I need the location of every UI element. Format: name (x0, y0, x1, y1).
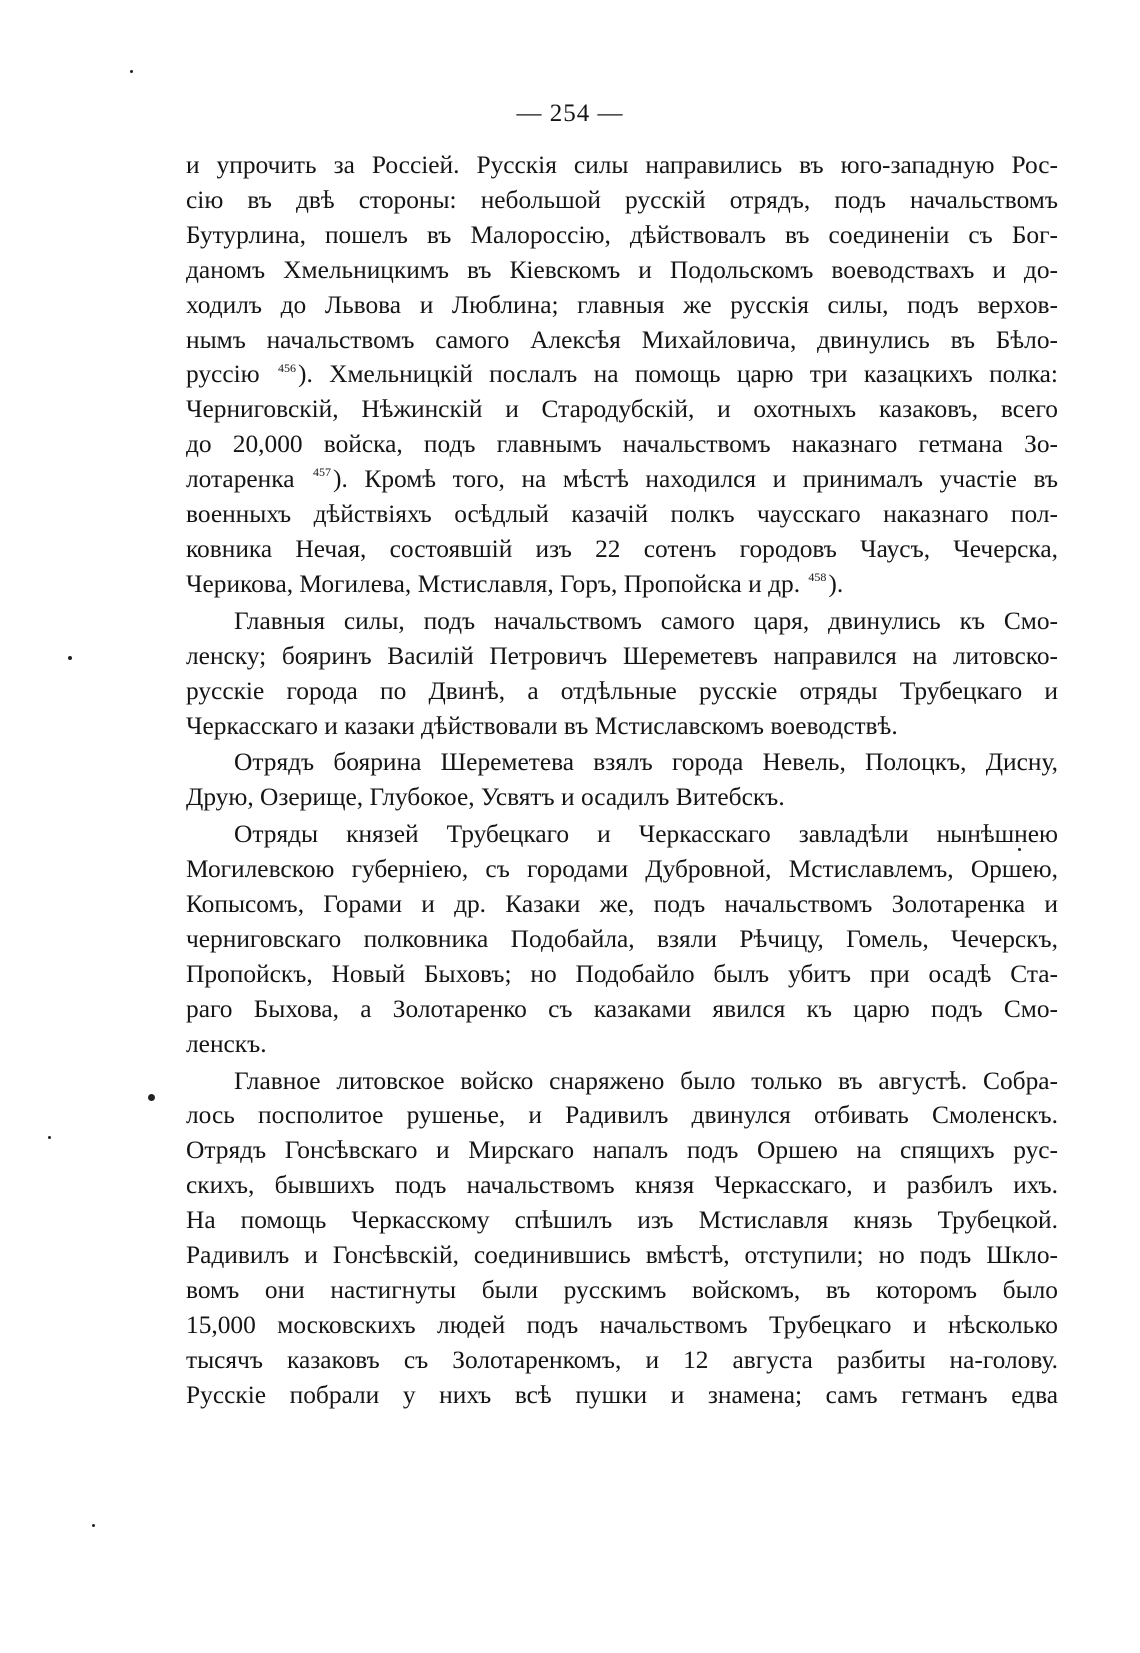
text-line: ленскъ. (186, 1029, 267, 1058)
paragraph (186, 1064, 1058, 1413)
footnote-ref: 456 (277, 360, 296, 375)
text-line: 15,000 московскихъ людей подъ начальствомъ Трубецкаго и нѣсколько (186, 1310, 1058, 1339)
text-line: раго Быхова, а Золотаренко съ казаками явился къ царю подъ Смо- (186, 994, 1058, 1023)
text-line: русскіе города по Двинѣ, а отдѣльные русскіе отряды Трубецкаго и (186, 676, 1058, 705)
text-line: тысячъ казаковъ съ Золотаренкомъ, и 12 августа разбиты на-голову. (186, 1345, 1058, 1374)
text-line: Копысомъ, Горами и др. Казаки же, подъ начальствомъ Золотаренка и (186, 890, 1058, 919)
text-line: военныхъ дѣйствіяхъ осѣдлый казачій полкъ чаусскаго наказнаго пол- (186, 500, 1058, 529)
text-line: лось посполитое рушенье, и Радивилъ двинулся отбивать Смоленскъ. (186, 1101, 1058, 1130)
text-line: ковника Нечая, состоявшій изъ 22 сотенъ городовъ Чаусъ, Чечерска, (186, 534, 1058, 563)
text-line: ленску; бояринъ Василій Петровичъ Шереметевъ направился на литовско- (186, 641, 1058, 670)
scan-speck (148, 1094, 155, 1101)
text-line: Радивилъ и Гонсѣвскій, соединившись вмѣстѣ, отступили; но подъ Шкло- (186, 1241, 1058, 1270)
paragraph (186, 604, 1058, 744)
text-line: скихъ, бывшихъ подъ начальствомъ князя Черкасскаго, и разбилъ ихъ. (186, 1171, 1058, 1200)
text-line: Бутурлина, пошелъ въ Малороссію, дѣйствовалъ въ соединеніи съ Бог- (186, 220, 1058, 249)
text-line: Могилевскою губерніею, съ городами Дубровной, Мстиславлемъ, Оршею, (186, 855, 1058, 884)
text-line (186, 567, 1058, 602)
text-line: нымъ начальствомъ самого Алексѣя Михайловича, двинулись въ Бѣло- (186, 325, 1058, 354)
text-line: черниговскаго полковника Подобайла, взяли Рѣчицу, Гомель, Чечерскъ, (186, 924, 1058, 953)
text-line: Черниговскій, Нѣжинскій и Стародубскій, и охотныхъ казаковъ, всего (186, 395, 1058, 424)
text-line (186, 357, 1058, 392)
text-line: и упрочить за Россіей. Русскія силы направились въ юго-западную Рос- (186, 151, 1058, 179)
text-line: Пропойскъ, Новый Быховъ; но Подобайло былъ убитъ при осадѣ Ста- (186, 959, 1058, 988)
text-line: Друю, Озерище, Глубокое, Усвятъ и осадилъ Витебскъ. (186, 783, 785, 812)
text-line: до 20,000 войска, подъ главнымъ начальствомъ наказнаго гетмана Зо- (186, 430, 1058, 459)
scan-speck (48, 1136, 51, 1139)
text-line: Отрядъ боярина Шереметева взялъ города Невель, Полоцкъ, Дисну, (234, 748, 1058, 777)
scan-speck (130, 70, 133, 73)
scan-speck (68, 656, 72, 660)
paragraph (186, 148, 1058, 602)
scan-speck (1018, 848, 1021, 851)
line-text: лотаренка (186, 465, 295, 494)
text-line: Черкасскаго и казаки дѣйствовали въ Мстиславскомъ воеводствѣ. (186, 711, 898, 740)
scan-speck (92, 1524, 95, 1527)
line-text-continued: ). Хмельницкій послалъ на помощь царю три казацкихъ полка: (297, 360, 1058, 389)
page-number: — 254 — (516, 100, 624, 127)
footnote-ref: 457 (313, 465, 332, 480)
line-text-continued: ). Кромѣ того, на мѣстѣ находился и принималъ участіе въ (333, 465, 1058, 494)
text-line: ходилъ до Львова и Люблина; главныя же русскія силы, подъ верхов- (186, 290, 1058, 319)
text-line: даномъ Хмельницкимъ въ Кіевскомъ и Подольскомъ воеводствахъ и до- (186, 255, 1058, 284)
paragraph (186, 745, 1058, 815)
text-line: Русскіе побрали у нихъ всѣ пушки и знамена; самъ гетманъ едва (186, 1380, 1058, 1409)
body-text (186, 148, 1058, 1413)
footnote-ref: 458 (808, 570, 827, 585)
text-line: Главное литовское войско снаряжено было только въ августѣ. Собра- (234, 1066, 1058, 1095)
text-line: Отрядъ Гонсѣвскаго и Мирскаго напалъ подъ Оршею на спящихъ рус- (186, 1136, 1058, 1165)
line-text: Черикова, Могилева, Мстиславля, Горъ, Пропойска и др. (186, 569, 801, 598)
text-line: Отряды князей Трубецкаго и Черкасскаго завладѣли нынѣшнею (234, 820, 1058, 849)
paragraph (186, 817, 1058, 1061)
line-text: руссію (186, 360, 260, 389)
text-line: сію въ двѣ стороны: небольшой русскій отрядъ, подъ начальствомъ (186, 185, 1058, 214)
text-line (186, 462, 1058, 497)
text-line: На помощь Черкасскому спѣшилъ изъ Мстиславля князь Трубецкой. (186, 1206, 1058, 1235)
text-line: Главныя силы, подъ начальствомъ самого царя, двинулись къ Смо- (234, 606, 1058, 635)
line-text-continued: ). (828, 569, 844, 598)
text-line: вомъ они настигнуты были русскимъ войскомъ, въ которомъ было (186, 1276, 1058, 1304)
